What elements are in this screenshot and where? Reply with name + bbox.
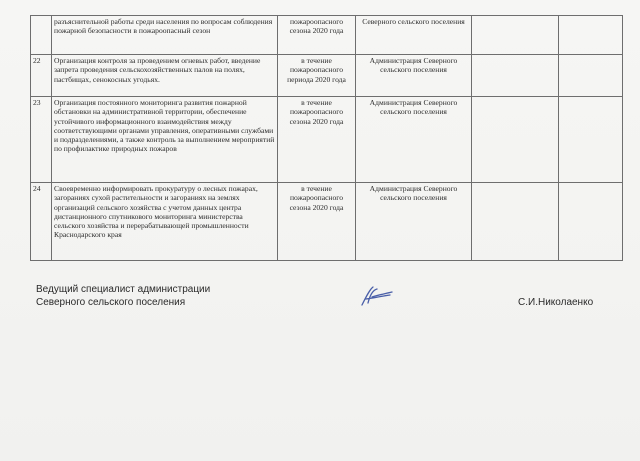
empty-cell xyxy=(559,183,623,261)
empty-cell xyxy=(472,97,559,183)
activity-cell: Своевременно информировать прокуратуру о лесных пожарах, загораниях сухой растительности и загораниях на землях организаций сельского хозяйства с учетом данных центра дистанционного спутникового мониторинга министерства сельского хозяйства и перерабатывающей промышленности Краснодарского края xyxy=(52,183,278,261)
activity-cell: разъяснительной работы среди населения по вопросам соблюдения пожарной безопасности в пожароопасный сезон xyxy=(52,16,278,55)
empty-cell xyxy=(472,16,559,55)
signer-position-line2: Северного сельского поселения xyxy=(36,296,186,308)
table-row xyxy=(31,97,623,183)
empty-cell xyxy=(472,183,559,261)
responsible-cell: Администрация Северного сельского поселения xyxy=(356,97,472,183)
fire-safety-plan-table xyxy=(30,15,623,261)
period-cell: в течение пожароопасного сезона 2020 года xyxy=(278,97,356,183)
period-cell: в течение пожароопасного сезона 2020 года xyxy=(278,183,356,261)
responsible-cell: Администрация Северного сельского поселения xyxy=(356,183,472,261)
responsible-cell: Северного сельского поселения xyxy=(356,16,472,55)
handwritten-signature xyxy=(356,283,396,311)
signer-position xyxy=(36,284,210,309)
empty-cell xyxy=(559,55,623,97)
empty-cell xyxy=(559,97,623,183)
table-row xyxy=(31,55,623,97)
period-cell: в течение пожароопасного периода 2020 года xyxy=(278,55,356,97)
signer-position-line1: Ведущий специалист администрации xyxy=(36,284,211,295)
table-row xyxy=(31,183,623,261)
responsible-cell: Администрация Северного сельского поселения xyxy=(356,55,472,97)
row-number: 24 xyxy=(31,183,52,261)
signer-name: С.И.Николаенко xyxy=(518,297,594,308)
empty-cell xyxy=(472,55,559,97)
row-number: 23 xyxy=(31,97,52,183)
table-row xyxy=(31,16,623,55)
activity-cell: Организация постоянного мониторинга развития пожарной обстановки на административной территории, обеспечение устойчивого информационного взаимодействия между соответствующими органами управления, оперативными службами и подразделениями, а также контроль за выполнением мероприятий по профилактике природных пожаров xyxy=(52,97,278,183)
empty-cell xyxy=(559,16,623,55)
row-number xyxy=(31,16,52,55)
period-cell: пожароопасного сезона 2020 года xyxy=(278,16,356,55)
row-number: 22 xyxy=(31,55,52,97)
activity-cell: Организация контроля за проведением огневых работ, введение запрета проведения сельскохозяйственных палов на полях, пастбищах, сенокосных угодьях. xyxy=(52,55,278,97)
